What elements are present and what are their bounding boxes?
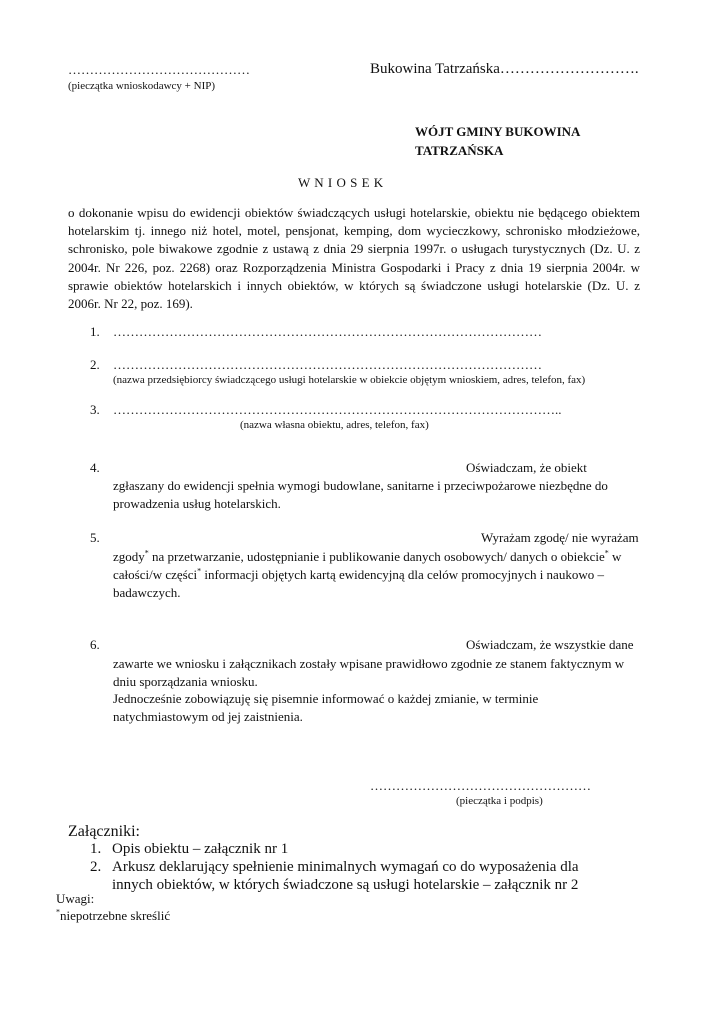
document-title: W N I O S E K [298, 175, 384, 190]
addressee-line-2: TATRZAŃSKA [415, 143, 504, 158]
applicant-dots: …………………………………… [68, 62, 250, 77]
statement-4-number: 4. [90, 460, 100, 475]
remarks-note: *niepotrzebne skreślić [56, 907, 171, 923]
signature-dots: …………………………………………… [370, 778, 591, 793]
statement-4-body: zgłaszany do ewidencji spełnia wymogi budowlane, sanitarne i przeciwpożarowe niezbędne do prowadzenia usług hotelarskich. [113, 478, 608, 511]
intro-paragraph: o dokonanie wpisu do ewidencji obiektów świadczących usługi hotelarskie, obiektu nie będącego obiektem hotelarskim tj. innego niż hotel, motel, pensjonat, kemping, dom wycieczkowy, schronisko młodzieżowe, schronisko, pole biwakowe zgodnie z ustawą z dnia 29 sierpnia 1997r. o usługach turystycznych (Dz. U. z 2004r. Nr 226, poz. 2268) oraz Rozporządzenia Ministra Gospodarki i Pracy z dnia 19 sierpnia 2004r. w sprawie obiektów hotelarskich i innych obiektów, w których są świadczone usługi hotelarskie (Dz. U. z 2006r. Nr 22, poz. 169). [68, 205, 640, 312]
statement-6-body: zawarte we wniosku i załącznikach zostały wpisane prawidłowo zgodnie ze stanem faktycznym w dniu sporządzania wniosku. [113, 656, 625, 689]
field-3-dots: ………………………………………………………………………………………….. [113, 402, 562, 417]
applicant-stamp-label: (pieczątka wnioskodawcy + NIP) [68, 80, 216, 92]
footnote-mark: * [197, 566, 202, 576]
field-1-dots: ……………………………………………………………………………………… [113, 324, 542, 339]
statement-5-number: 5. [90, 530, 100, 545]
field-3-number: 3. [90, 402, 100, 417]
footnote-mark: * [144, 548, 149, 558]
attachments-heading: Załączniki: [68, 823, 140, 840]
field-1-number: 1. [90, 324, 100, 339]
statement-6-number: 6. [90, 637, 100, 652]
addressee-line-1: WÓJT GMINY BUKOWINA [415, 124, 581, 139]
remarks-heading: Uwagi: [56, 891, 95, 906]
attachment-2-text: Arkusz deklarujący spełnienie minimalnych wymagań co do wyposażenia dla innych obiektów, w których świadczone są usługi hotelarskie – załącznik nr 2 [112, 859, 579, 893]
field-3-caption: (nazwa własna obiektu, adres, telefon, fax) [240, 419, 429, 431]
field-2-dots: ……………………………………………………………………………………… [113, 357, 542, 372]
attachment-1-number: 1. [90, 841, 102, 857]
statement-6-lead: Oświadczam, że wszystkie dane [466, 637, 634, 652]
footnote-mark: * [604, 548, 609, 558]
attachment-2-number: 2. [90, 859, 102, 875]
field-2-caption: (nazwa przedsiębiorcy świadczącego usługi hotelarskie w obiekcie objętym wnioskiem, adres, telefon, fax) [113, 374, 586, 386]
statement-4-lead: Oświadczam, że obiekt [466, 460, 587, 475]
statement-5-body: zgody* na przetwarzanie, udostępnianie i publikowanie danych osobowych/ danych o obiekcie* w całości/w części* informacji objętych kartą ewidencyjną dla celów promocyjnych i naukowo – badawczych. [113, 548, 622, 600]
statement-5-lead: Wyrażam zgodę/ nie wyrażam [481, 530, 639, 545]
statement-6-body-2: Jednocześnie zobowiązuję się pisemnie informować o każdej zmianie, w terminie natychmiastowym od jej zaistnienia. [113, 691, 539, 724]
field-2-number: 2. [90, 357, 100, 372]
footnote-mark: * [56, 907, 60, 917]
place-date-line: Bukowina Tatrzańska………………………. [370, 61, 639, 77]
signature-label: (pieczątka i podpis) [456, 795, 543, 807]
attachment-1-text: Opis obiektu – załącznik nr 1 [112, 841, 289, 857]
